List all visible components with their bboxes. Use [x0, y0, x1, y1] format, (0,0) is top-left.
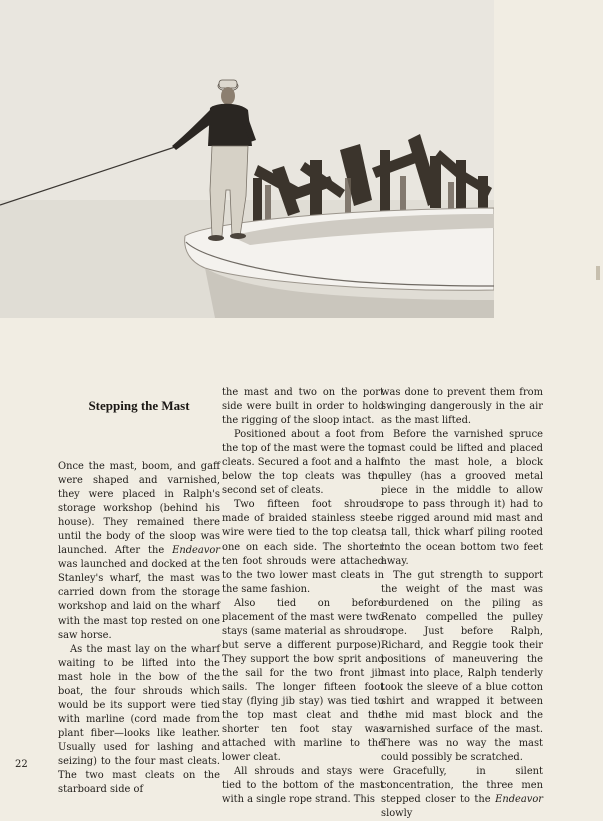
paragraph — [381, 428, 543, 568]
paragraph-text: Also tied on before placement of the mast were two stays (same material as shrouds but serve a different purpose). They support the bow sprit and the sail for the two front jib sails. The longer fifteen foot stay (flying jib stay) was tied to the top mast cleat and the shorter ten foot stay was attached with marline to the lower cleat. — [222, 597, 384, 764]
paragraph-text: Gracefully, in silent concentration, the three men stepped closer to the — [381, 766, 543, 806]
boat-photo — [0, 0, 494, 318]
text-column-3 — [381, 386, 543, 821]
paragraph-text: Two fifteen foot shrouds made of braided stainless steel wire were tied to the top cleats, one on each side. The shorter ten foot shrouds were attached to the two lower mast cleats in the same fashion. — [222, 499, 384, 595]
paragraph-text: was done to prevent them from swinging dangerously in the air as the mast lifted. — [381, 387, 543, 427]
paragraph — [381, 386, 543, 428]
paragraph — [381, 569, 543, 766]
paragraph — [381, 765, 543, 821]
ship-name: Endeavor — [495, 794, 543, 806]
man-standing-on-boat-photo — [0, 0, 494, 318]
paragraph-text: slowly — [381, 808, 413, 820]
paragraph — [222, 386, 384, 428]
paragraph — [222, 765, 384, 807]
paragraph — [222, 498, 384, 596]
text-column-2 — [222, 386, 384, 807]
paragraph — [222, 428, 384, 498]
paragraph-text: the mast and two on the port side were built in order to hold the rigging of the sloop intact. — [222, 387, 384, 427]
page-number: 22 — [15, 759, 28, 770]
text-column-1 — [58, 460, 220, 797]
section-heading: Stepping the Mast — [88, 398, 190, 413]
paragraph-text: All shrouds and stays were tied to the bottom of the mast with a single rope strand. This — [222, 766, 384, 806]
paragraph-text: Once the mast, boom, and gaff were shaped and varnished, they were placed in Ralph's storage workshop (behind his house). They remained there until the body of the sloop was launched. After the — [58, 461, 220, 557]
ship-name: Endeavor — [172, 545, 220, 557]
paragraph-text: Before the varnished spruce mast could be lifted and placed into the mast hole, a block pulley (has a grooved metal piece in the middle to allow rope to pass through it) had to be rigged around mid mast and a tall, thick wharf piling rooted into the ocean bottom two feet away. — [381, 429, 543, 567]
paragraph-text: was launched and docked at the Stanley's wharf, the mast was carried down from the storage workshop and laid on the wharf with the mast top rested on one saw horse. — [58, 559, 220, 641]
paragraph — [58, 460, 220, 643]
paragraph — [58, 643, 220, 798]
paragraph — [222, 597, 384, 766]
paragraph-text: As the mast lay on the wharf waiting to be lifted into the mast hole in the bow of the boat, the four shrouds which would be its support were tied with marline (cord made from plant fiber—looks like leather. Usually used for lashing and seizing) to the four mast cleats. The two mast cleats on the starboard side of — [58, 643, 220, 796]
page-edge-mark — [596, 266, 600, 280]
paragraph-text: Positioned about a foot from the top of the mast were the top cleats. Secured a foot and a half below the top cleats was the second set of cleats. — [222, 429, 384, 497]
paragraph-text: The gut strength to support the weight of the mast was burdened on the piling as Renato compelled the pulley rope. Just before Ralph, Richard, and Reggie took their positions of maneuvering the mast into place, Ralph tenderly took the sleeve of a blue cotton shirt and wrapped it between the mid mast block and the varnished surface of the mast. There was no way the mast could possibly be scratched. — [381, 569, 543, 764]
